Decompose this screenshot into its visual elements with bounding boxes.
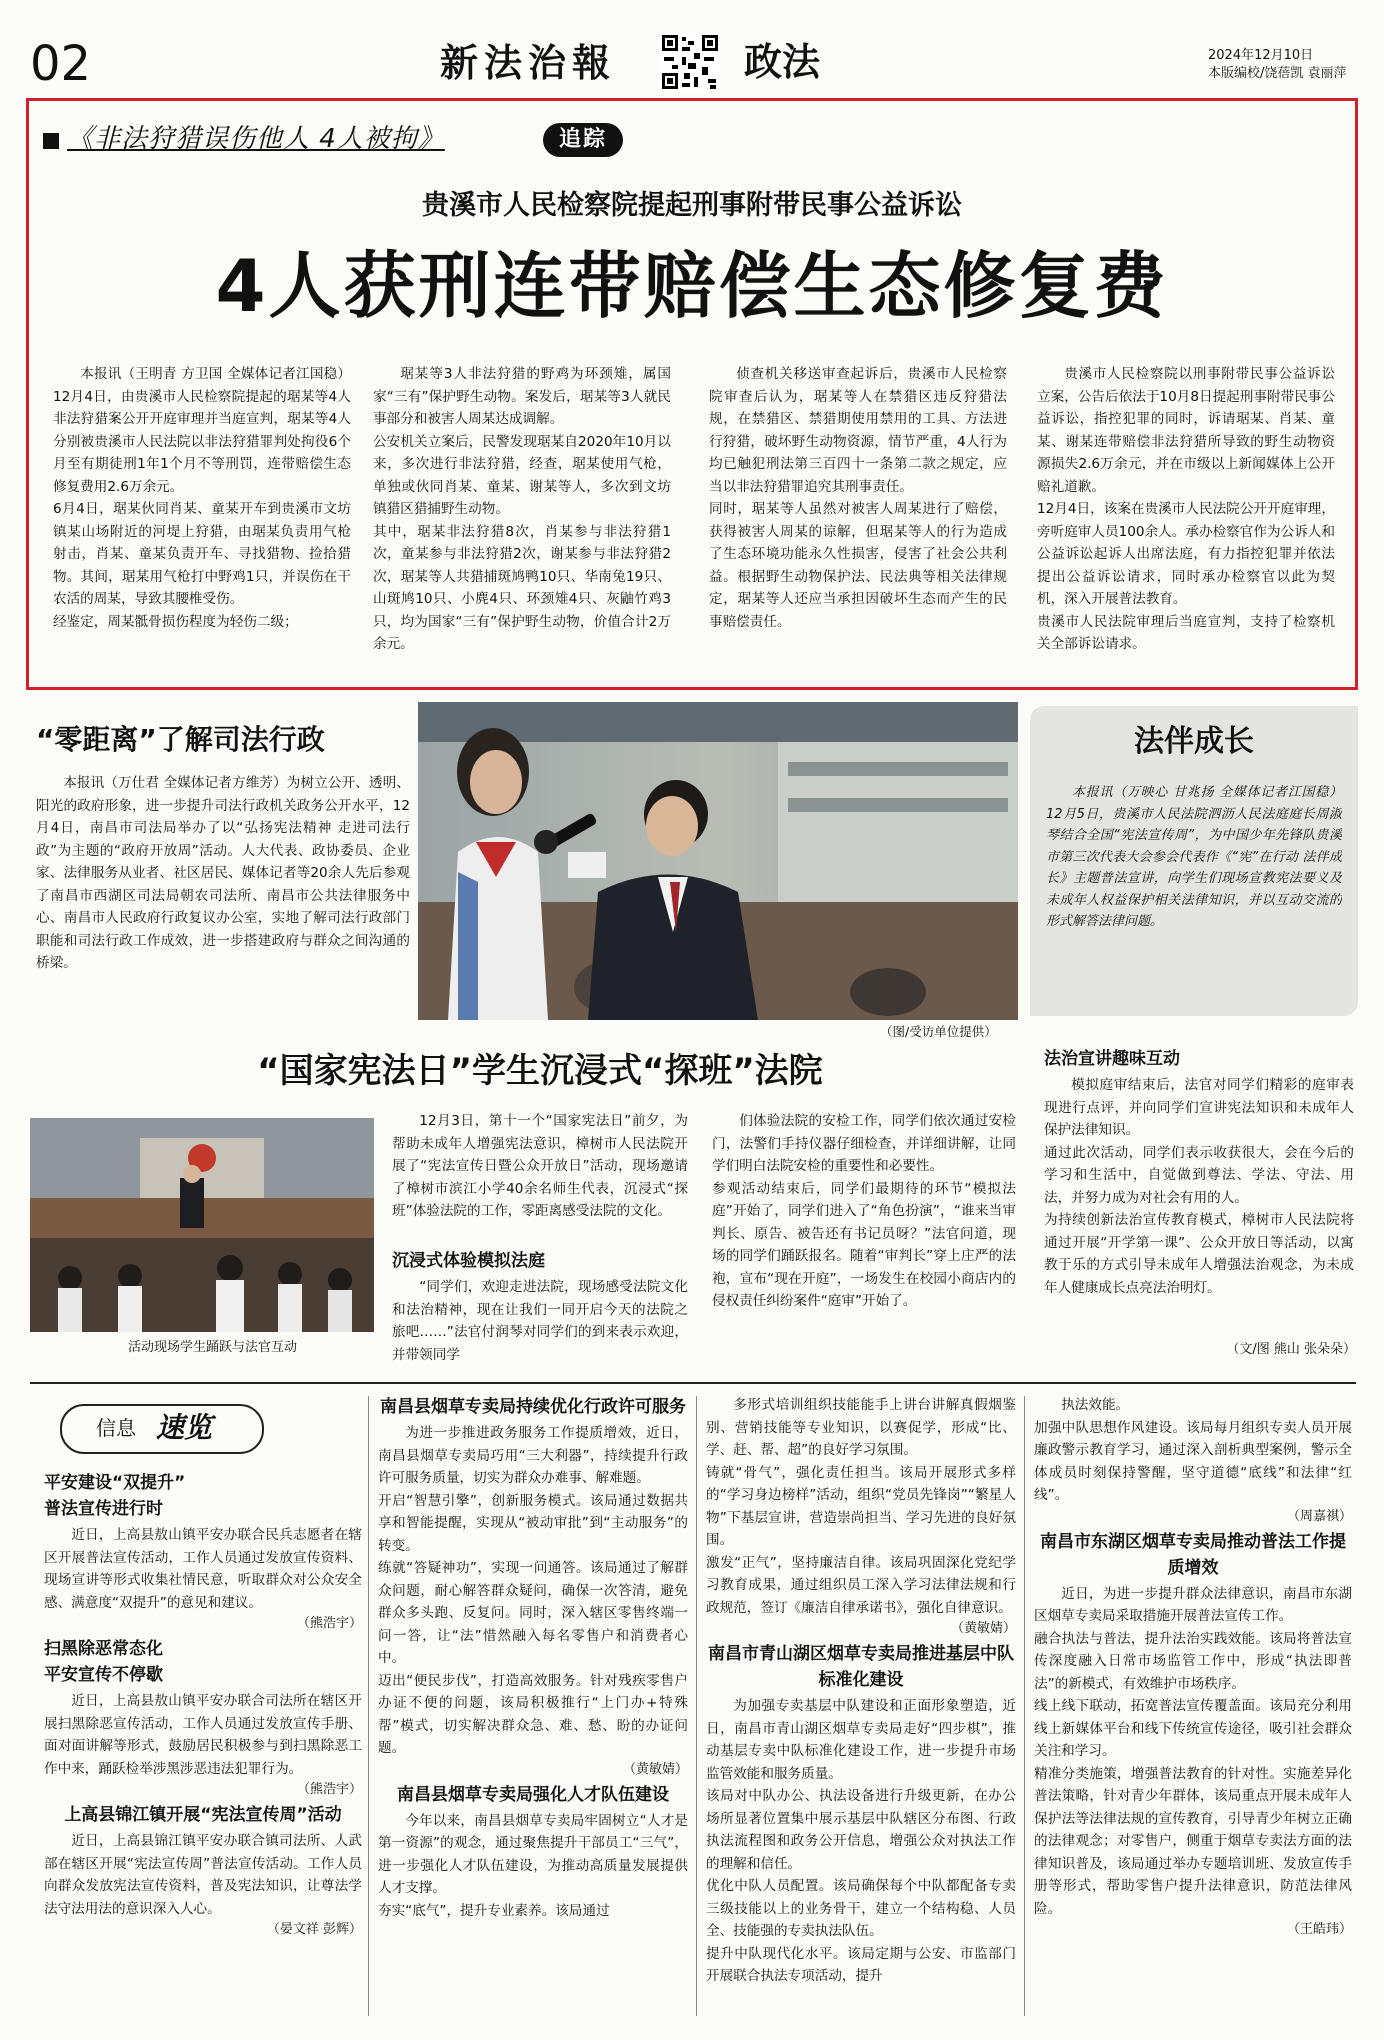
briefs-label-a: 信息 xyxy=(96,1416,136,1440)
constitution-col-1: 12月3日，第十一个“国家宪法日”前夕，为帮助未成年人增强宪法意识，樟树市人民法院开展了“宪法宣传日暨公众开放日”活动，现场邀请了樟树市滨江小学40余名师生代表，沉浸式“探班”体验法院的工作，零距离感受法院的文化。 xyxy=(392,1113,688,1219)
brief-author: （王皓玮） xyxy=(1286,1922,1352,1937)
briefs-rule-2 xyxy=(696,1396,697,2016)
feature-box xyxy=(26,98,1358,690)
briefs-col-3 xyxy=(706,1394,1016,2020)
masthead xyxy=(0,0,1384,92)
feature-col-2: 琚某等3人非法狩猎的野鸡为环颈雉，属国家“三有”保护野生动物。案发后，琚某等3人就民事部分和被害人周某达成调解。 公安机关立案后，民警发现琚某自2020年10月以来，多次进行非法狩猎，经查，琚某使用气枪，单独或伙同肖某、童某、谢某等人，多次到文坊镇猎区猎捕野生动物。 其中，琚某非法狩猎8次，肖某参与非法狩猎1次，童某参与非法狩猎2次，谢某参与非法狩猎2次，琚某等人共猎捕斑鸠鸭10只、华南兔19只、山斑鸠10只、小麂4只、环颈雉4只、灰鼬竹鸡3只，均为国家“三有”保护野生动物，价值合计2万余元。 xyxy=(373,366,671,652)
brief-author: （黄敏婧） xyxy=(950,1621,1016,1636)
briefs-divider xyxy=(30,1382,1356,1384)
constitution-byline: （文/图 熊山 张朵朵） xyxy=(1226,1342,1356,1357)
brief-body: 近日，为进一步提升群众法律意识，南昌市东湖区烟草专卖局采取措施开展普法宣传工作。 融合执法与普法，提升法治实践效能。该局将普法宣传深度融入日常市场监管工作中，形成“执法即普法”的新模式，有效维护市场秩序。 线上线下联动，拓宽普法宣传覆盖面。该局充分利用线上新媒体平台和线下传统宣传途径，吸引社会群众关注和学习。 精准分类施策，增强普法教育的针对性。实施差异化普法策略，针对青少年群体，该局重点开展未成年人保护法等法律法规的宣传教育，引导青少年树立正确的法律观念；对零售户，侧重于烟草专卖法方面的法律知识普及，该局通过举办专题培训班、发放宣传手册等形式，帮助零售户提升法律意识，防范法律风险。 xyxy=(1034,1585,1352,1917)
brief-title: 南昌市东湖区烟草专卖局推动普法工作提质增效 xyxy=(1040,1531,1346,1578)
brief-body: 多形式培训组织技能能手上讲台讲解真假烟鉴别、营销技能等专业知识，以赛促学，形成“比、学、赶、帮、超”的良好学习氛围。 铸就“骨气”，强化责任担当。该局开展形式多样的“学习身边榜样”活动，组织“党员先锋岗”“繁星人物”下基层宣讲，营造崇尚担当、学习先进的良好氛围。 激发“正气”，坚持廉洁自律。该局巩固深化党纪学习教育成果，通过组织员工深入学习法律法规和行政规范，签订《廉洁自律承诺书》，强化自律意识。 xyxy=(706,1397,1016,1616)
brief-author: （熊浩宇） xyxy=(296,1616,362,1631)
briefs-col-4 xyxy=(1034,1394,1352,2020)
section-name: 政法 xyxy=(744,39,821,84)
growth-title: 法伴成长 xyxy=(1134,724,1254,759)
feature-col-4: 贵溪市人民检察院以刑事附带民事公益诉讼立案，公告后依法于10月8日提起刑事附带民事公益诉讼，指控犯罪的同时，诉请琚某、肖某、童某、谢某连带赔偿非法狩猎所导致的野生动物资源损失2.6万余元，并在市级以上新闻媒体上公开赔礼道歉。 12月4日，该案在贵溪市人民法院公开开庭审理，旁听庭审人员100余人。承办检察官作为公诉人和公益诉讼起诉人出席法庭，有力指控犯罪并依法提出公益诉讼请求，同时承办检察官以此为契机，深入开展普法教育。 贵溪市人民法院审理后当庭宣判，支持了检察机关全部诉讼请求。 xyxy=(1037,366,1335,652)
brief-body: 执法效能。 加强中队思想作风建设。该局每月组织专卖人员开展廉政警示教育学习，通过深入剖析典型案例，警示全体成员时刻保持警醒，坚守道德“底线”和法律“红线”。 xyxy=(1034,1397,1352,1503)
brief-body: 近日，上高县锦江镇平安办联合镇司法所、人武部在辖区开展“宪法宣传周”普法宣传活动。工作人员向群众发放宪法宣传资料，普及宪法知识，让尊法学法守法用法的意识深入人心。 xyxy=(44,1833,362,1917)
brief-body: 为进一步推进政务服务工作提质增效，近日，南昌县烟草专卖局巧用“三大利器”，持续提升行政许可服务质量，切实为群众办难事、解难题。 开启“智慧引擎”，创新服务模式。该局通过数据共享和智能提醒，实现从“被动审批”到“主动服务”的转变。 练就“答疑神功”，实现一问通答。该局通过了解群众问题，耐心解答群众疑问，确保一次答清，避免群众多头跑、反复问。同时，深入辖区零售终端一问一答，让“法”惜然融入每名零售户和消费者心中。 迈出“便民步伐”，打造高效服务。针对残疾零售户办证不便的问题，该局积极推行“上门办+特殊帮”模式，切实解决群众急、难、愁、盼的办证问题。 xyxy=(378,1425,688,1756)
constitution-subhead-1: 沉浸式体验模拟法庭 xyxy=(392,1251,545,1271)
constitution-col-2: 们体验法院的安检工作，同学们依次通过安检门，法警们手持仪器仔细检查，并详细讲解，让同学们明白法院安检的重要性和必要性。 参观活动结束后，同学们最期待的环节“模拟法庭”开始了，同学们进入了“角色扮演”，“谁来当审判长、原告、被告还有书记员呀？”法官问道，现场的同学们踊跃报名。随着“审判长”穿上庄严的法袍，宣布“现在开庭”，一场发生在校园小商店内的侵权责任纠纷案件“庭审”开始了。 xyxy=(712,1113,1016,1309)
brief-title: 南昌县烟草专卖局持续优化行政许可服务 xyxy=(380,1397,686,1417)
briefs-rule-3 xyxy=(1024,1396,1025,2016)
feature-subtitle: 贵溪市人民检察院提起刑事附带民事公益诉讼 xyxy=(422,190,962,221)
briefs-label-b: 速览 xyxy=(156,1411,213,1444)
brief-body: 为加强专卖基层中队建设和正面形象塑造，近日，南昌市青山湖区烟草专卖局走好“四步棋”，推动基层专卖中队标准化建设工作，进一步提升市场监管效能和服务质量。 该局对中队办公、执法设备进行升级更新，在办公场所显著位置集中展示基层中队辖区分布图、行政执法流程图和政务公开信息，增强公众对执法工作的理解和信任。 优化中队人员配置。该局确保每个中队都配备专卖三级技能以上的业务骨干，建立一个结构稳、人员全、技能强的专卖执法队伍。 提升中队现代化水平。该局定期与公安、市监部门开展联合执法专项活动，提升 xyxy=(706,1698,1016,1984)
constitution-col-3: 模拟庭审结束后，法官对同学们精彩的庭审表现进行点评，并向同学们宣讲宪法知识和未成年人保护法律知识。 通过此次活动，同学们表示收获很大，会在今后的学习和生活中，自觉做到尊法、学法、守法、用法，并努力成为对社会有用的人。 为持续创新法治宣传教育模式，樟树市人民法院将通过开展“开学第一课”、公众开放日等活动，以寓教于乐的方式引导未成年人增强法治观念，为未成年人健康成长点亮法治明灯。 xyxy=(1044,1077,1354,1296)
constitution-subhead-2: 法治宣讲趣味互动 xyxy=(1044,1049,1180,1069)
editor-line: 本版编校/饶蓓凯 袁丽萍 xyxy=(1208,66,1347,81)
courtroom-caption: 活动现场学生踊跃与法官互动 xyxy=(128,1340,298,1355)
constitution-col-1b: “同学们，欢迎走进法院，现场感受法院文化和法治精神，现在让我们一同开启今天的法院之旅吧……”法官付润琴对同学们的到来表示欢迎，并带领同学 xyxy=(392,1279,688,1363)
brief-title: 南昌市青山湖区烟草专卖局推进基层中队标准化建设 xyxy=(708,1644,1014,1690)
growth-body: 本报讯（万映心 甘兆扬 全媒体记者江国稳）12月5日，贵溪市人民法院泗沥人民法庭庭长周淑琴结合全国“宪法宣传周”，为中国少年先锋队贵溪市第三次代表大会参会代表作《“宪”在行动 法伴成长》主题普法宣讲，向学生们现场宣教宪法要义及未成年人权益保护相关法律知识，并以互动交流的形式解答法律问题。 xyxy=(1046,785,1342,929)
constitution-title: “国家宪法日”学生沉浸式“探班”法院 xyxy=(257,1051,823,1091)
series-tag: 追踪 xyxy=(543,123,623,157)
brief-body: 近日，上高县敖山镇平安办联合民兵志愿者在辖区开展普法宣传活动，工作人员通过发放宣传资料、现场宣讲等形式收集社情民意，听取群众对公众安全感、满意度“双提升”的意见和建议。 xyxy=(44,1527,362,1611)
interview-photo xyxy=(418,702,1018,1020)
feature-title: 4人获刑连带赔偿生态修复费 xyxy=(215,244,1169,328)
brief-title: 南昌县烟草专卖局强化人才队伍建设 xyxy=(397,1784,669,1805)
brief-title: 平安建设“双提升” 普法宣传进行时 xyxy=(44,1473,186,1519)
paper-name: 新法治報 xyxy=(440,40,617,85)
page-number: 02 xyxy=(30,36,92,92)
brief-author: （黄敏婧） xyxy=(622,1761,688,1777)
feature-col-3: 侦查机关移送审查起诉后，贵溪市人民检察院审查后认为，琚某等人在禁猎区违反狩猎法规，在禁猎区、禁猎期使用禁用的工具、方法进行狩猎，破坏野生动物资源，情节严重，4人行为均已触犯刑法第三百四十一条第二款之规定，应当以非法狩猎罪追究其刑事责任。 同时，琚某等人虽然对被害人周某进行了赔偿，获得被害人周某的谅解，但琚某等人的行为造成了生态环境功能永久性损害，侵害了社会公共利益。根据野生动物保护法、民法典等相关法律规定，琚某等人还应当承担因破坏生态而产生的民事赔偿责任。 xyxy=(709,366,1007,630)
issue-date: 2024年12月10日 xyxy=(1208,48,1314,63)
admin-body: 本报讯（万仕君 全媒体记者方维芳）为树立公开、透明、阳光的政府形象，进一步提升司法行政机关政务公开水平，12月4日，南昌市司法局举办了以“弘扬宪法精神 走进司法行政”为主题的“政府开放周”活动。人大代表、政协委员、企业家、法律服务从业者、社区居民、媒体记者等20余人先后参观了南昌市西湖区司法局朝农司法所、南昌市公共法律服务中心、南昌市人民政府行政复议办公室，实地了解司法行政部门职能和司法行政工作成效，进一步搭建政府与群众之间沟通的桥梁。 xyxy=(36,775,410,971)
courtroom-photo xyxy=(30,1118,374,1332)
brief-author: （熊浩宇） xyxy=(296,1782,362,1797)
brief-title: 扫黑除恶常态化 平安宣传不停歇 xyxy=(44,1639,163,1685)
feature-col-1: 本报讯（王明青 方卫国 全媒体记者江国稳）12月4日，由贵溪市人民检察院提起的琚某等4人非法狩猎案公开开庭审理并当庭宣判，琚某等4人分别被贵溪市人民法院以非法狩猎罪判处拘役6个月至有期徒刑1年1个月不等刑罚，连带赔偿生态修复费用2.6万余元。 6月4日，琚某伙同肖某、童某开车到贵溪市文坊镇某山场附近的河堤上狩猎，由琚某负责用气枪射击，肖某、童某负责开车、寻找猎物、捡拾猎物。其间，琚某用气枪打中野鸡1只，并误伤在干农活的周某，导致其腰椎受伤。 经鉴定，周某骶骨损伤程度为轻伤二级； xyxy=(53,366,351,630)
photo-credit: （图/受访单位提供） xyxy=(880,1024,997,1039)
series-bullet xyxy=(43,133,59,149)
admin-title: “零距离”了解司法行政 xyxy=(36,723,325,756)
brief-title: 上高县锦江镇开展“宪法宣传周”活动 xyxy=(64,1805,342,1825)
briefs-col-1 xyxy=(44,1470,362,2020)
series-title: 《非法狩猎误伤他人 4人被拘》 xyxy=(67,124,445,154)
briefs-label xyxy=(60,1404,264,1454)
briefs-col-2 xyxy=(378,1394,688,2020)
qr-code-icon xyxy=(660,33,720,91)
brief-body: 今年以来，南昌县烟草专卖局牢固树立“人才是第一资源”的观念，通过聚焦提升干部员工“三气”，进一步强化人才队伍建设，为推动高质量发展提供人才支撑。 夯实“底气”，提升专业素养。该局通过 xyxy=(378,1812,688,1919)
brief-body: 近日，上高县敖山镇平安办联合司法所在辖区开展扫黑除恶宣传活动，工作人员通过发放宣传手册、面对面讲解等形式，鼓励居民积极参与到扫黑除恶工作中来，踊跃检举涉黑涉恶违法犯罪行为。 xyxy=(44,1693,362,1777)
briefs-rule-1 xyxy=(368,1396,369,2016)
brief-author: （周嘉祺） xyxy=(1286,1508,1352,1524)
brief-author: （晏文祥 彭辉） xyxy=(266,1922,362,1937)
